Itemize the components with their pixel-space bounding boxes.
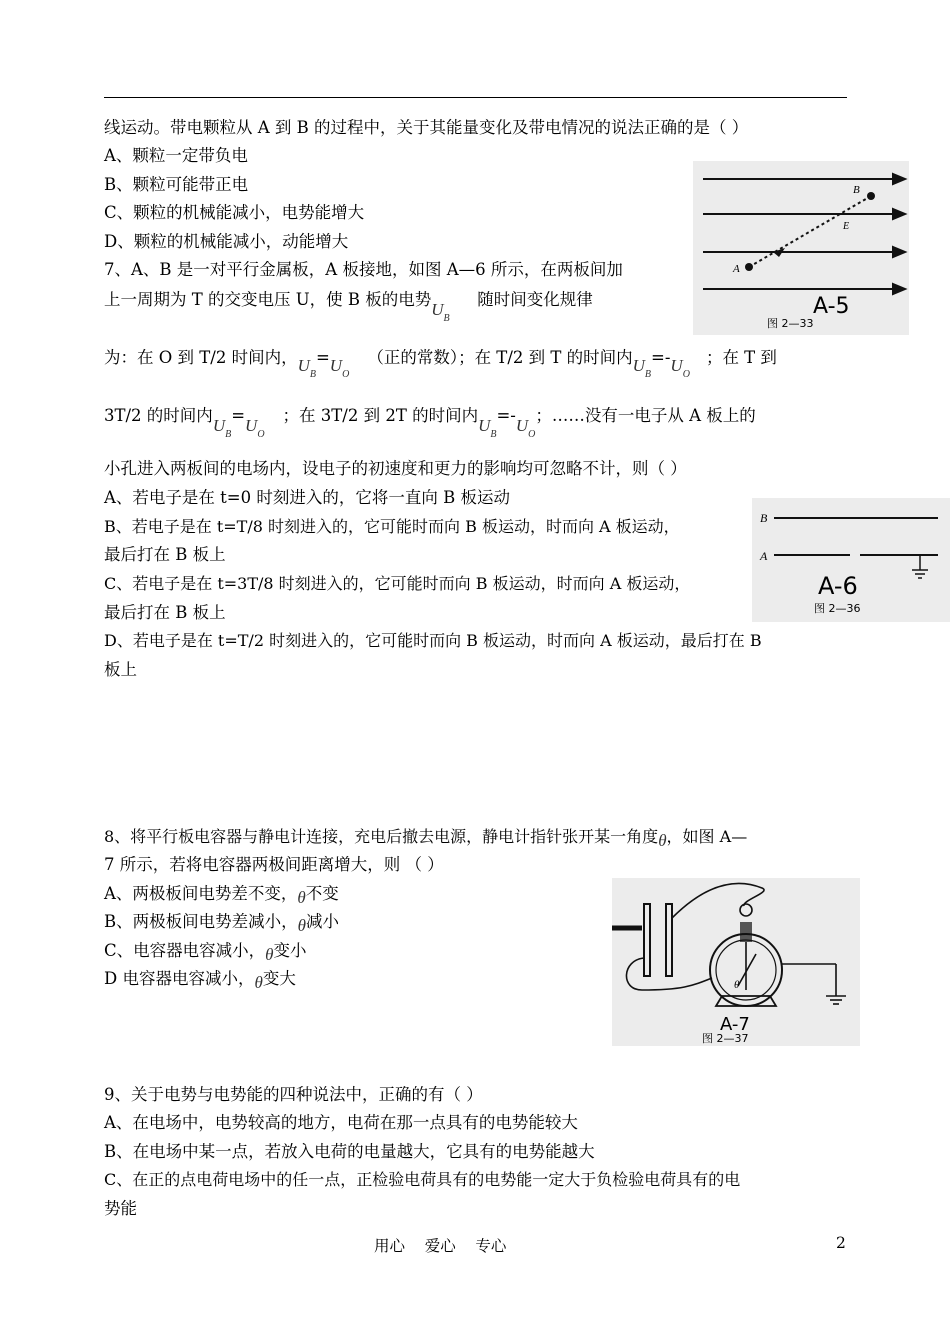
q6-option-b: B、颗粒可能带正电 xyxy=(104,175,249,194)
math-theta: θ xyxy=(658,831,667,850)
q7-line-4: 3T/2 的时间内$U_B=U_O$；在 3T/2 到 2T 的时间内$U_B=-U_O$；……没有一电子从 A 板上的 xyxy=(104,406,756,440)
q7-line-2: 上一周期为 T 的交变电压 U，使 B 板的电势$U_B$随时间变化规律 xyxy=(104,290,593,324)
q7-line-1: 7、A、B 是一对平行金属板，A 板接地，如图 A—6 所示，在两板间加 xyxy=(104,260,623,279)
q6-option-a: A、颗粒一定带负电 xyxy=(104,146,248,165)
q7-option-c-2: 最后打在 B 板上 xyxy=(104,603,226,622)
fig-a5-label-b: B xyxy=(853,184,860,196)
q7-option-b-2: 最后打在 B 板上 xyxy=(104,545,226,564)
fig-a5-label-e: E xyxy=(843,221,850,232)
q6-stem: 线运动。带电颗粒从 A 到 B 的过程中，关于其能量变化及带电情况的说法正确的是（ ） xyxy=(104,118,749,137)
fig-a7-gauge-label: θ xyxy=(734,979,740,991)
header-rule xyxy=(104,97,847,98)
q9-option-c-2: 势能 xyxy=(104,1199,137,1218)
q7-line-3: 为：在 O 到 T/2 时间内，$U_B=U_O$（正的常数）；在 T/2 到 T 的时间内$U_B=-U_O$；在 T 到 xyxy=(104,348,777,380)
q6-option-c: C、颗粒的机械能减小，电势能增大 xyxy=(104,203,365,222)
q7-option-a: A、若电子是在 t=0 时刻进入的，它将一直向 B 板运动 xyxy=(104,488,510,507)
fig-a6-caption-sub: 图 2—36 xyxy=(814,602,861,615)
math-ub: U xyxy=(431,300,444,319)
q8-option-a: A、两极板间电势差不变，θ不变 xyxy=(104,884,339,907)
fig-a6-label-a: A xyxy=(760,549,768,563)
q8-option-d: D 电容器电容减小，θ变大 xyxy=(104,969,296,992)
q7-option-b-1: B、若电子是在 t=T/8 时刻进入的，它可能时而向 B 板运动，时而向 A 板运动， xyxy=(104,517,680,536)
q8-option-c: C、电容器电容减小，θ变小 xyxy=(104,941,307,964)
figure-a7 xyxy=(612,878,860,1046)
figure-a7-drawing xyxy=(612,878,860,1046)
figure-a5-drawing xyxy=(693,161,909,335)
q6-option-d: D、颗粒的机械能减小，动能增大 xyxy=(104,232,349,251)
footer-slogan: 用心 爱心 专心 xyxy=(374,1237,507,1255)
q7-option-c-1: C、若电子是在 t=3T/8 时刻进入的，它可能时而向 B 板运动，时而向 A 板运动， xyxy=(104,574,691,593)
q8-option-b: B、两极板间电势差减小，θ减小 xyxy=(104,912,339,935)
figure-a6 xyxy=(752,498,950,622)
q9-option-a: A、在电场中，电势较高的地方，电荷在那一点具有的电势能较大 xyxy=(104,1113,578,1132)
fig-a5-caption-sub: 图 2—33 xyxy=(767,317,814,330)
q7-option-d-1: D、若电子是在 t=T/2 时刻进入的，它可能时而向 B 板运动，时而向 A 板运动，最后打在 B xyxy=(104,631,762,650)
fig-a5-label-a: A xyxy=(733,263,740,275)
q9-option-c-1: C、在正的点电荷电场中的任一点，正检验电荷具有的电势能一定大于负检验电荷具有的电 xyxy=(104,1170,741,1189)
fig-a6-caption: A-6 xyxy=(818,572,858,600)
fig-a5-caption: A-5 xyxy=(813,294,850,319)
figure-a6-drawing xyxy=(752,498,950,622)
q9-stem: 9、关于电势与电势能的四种说法中，正确的有（ ） xyxy=(104,1085,483,1104)
q9-option-b: B、在电场中某一点，若放入电荷的电量越大，它具有的电势能越大 xyxy=(104,1142,595,1161)
q7-option-d-2: 板上 xyxy=(104,660,137,679)
fig-a7-caption: A-7 xyxy=(720,1014,750,1035)
fig-a6-label-b: B xyxy=(760,511,768,525)
q7-line-5: 小孔进入两板间的电场内，设电子的初速度和更力的影响均可忽略不计，则（ ） xyxy=(104,459,687,478)
page-number: 2 xyxy=(836,1234,846,1252)
fig-a7-caption-sub: 图 2—37 xyxy=(702,1032,749,1045)
q8-line-1: 8、将平行板电容器与静电计连接，充电后撤去电源，静电计指针张开某一角度θ，如图 A— xyxy=(104,827,748,850)
q8-line-2: 7 所示，若将电容器两极间距离增大，则 （ ） xyxy=(104,855,444,874)
figure-a5 xyxy=(693,161,909,335)
